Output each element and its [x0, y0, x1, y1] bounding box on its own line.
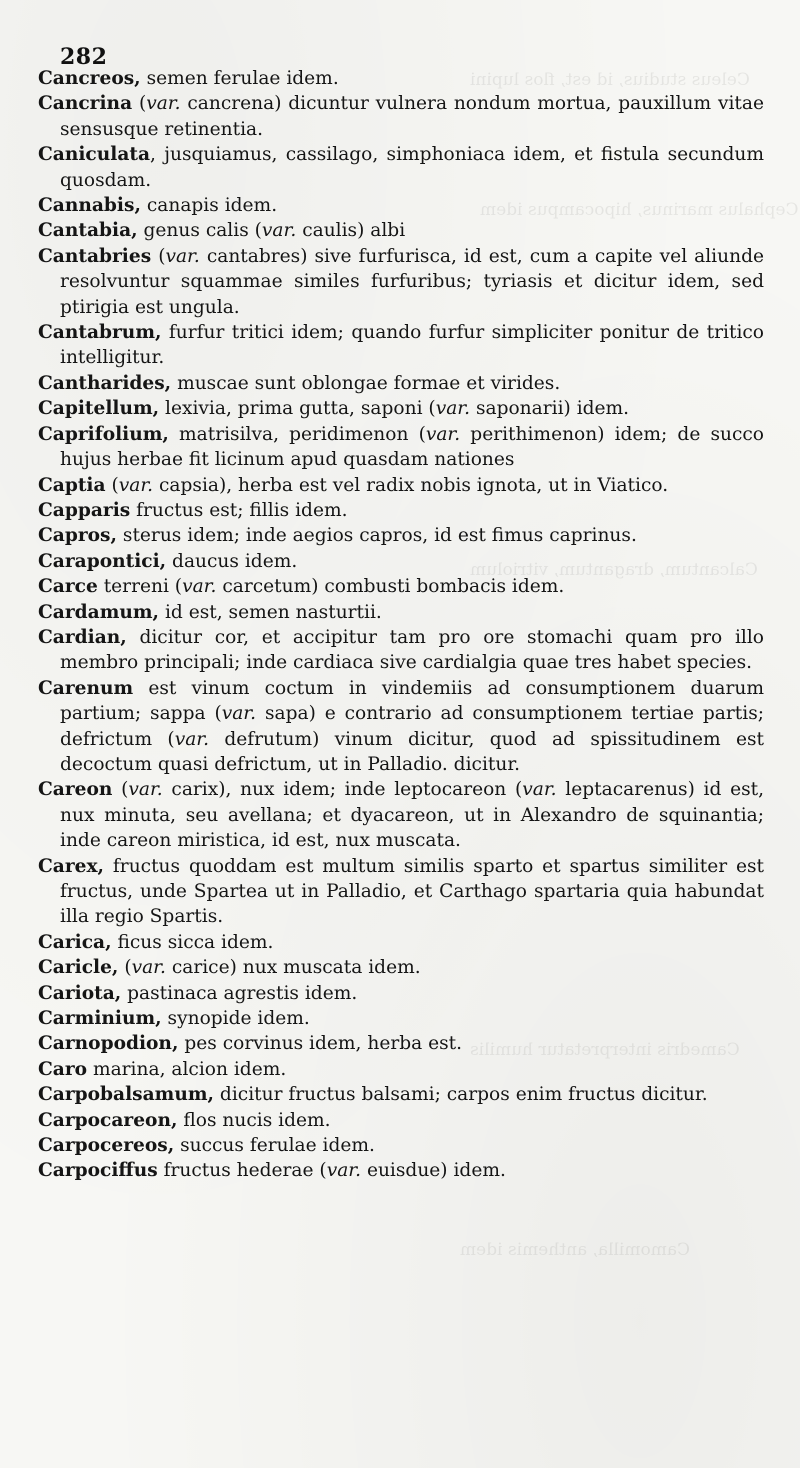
entry-text: carcetum) combusti bombacis idem.: [216, 576, 565, 598]
entry-text: succus ferulae idem.: [174, 1135, 375, 1157]
entry-headword: Carenum: [38, 677, 134, 699]
dictionary-entry: [38, 193, 764, 218]
dictionary-entry: [38, 930, 764, 955]
dictionary-entry: [38, 422, 764, 473]
dictionary-entry: [38, 1057, 764, 1082]
dictionary-entry: [38, 244, 764, 320]
dictionary-entry: [38, 371, 764, 396]
entry-headword: Cancreos,: [38, 68, 141, 89]
dictionary-entry: [38, 1082, 764, 1107]
dictionary-entry: [38, 1031, 764, 1056]
entry-headword: Carce: [38, 576, 98, 598]
entry-text: est vinum coctum in vindemiis ad consumptionem duarum partium; sappa (: [60, 677, 764, 725]
entry-text: saponarii) idem.: [470, 398, 630, 420]
variant-marker: var.: [326, 1160, 362, 1182]
entry-text: daucus idem.: [166, 550, 298, 572]
variant-marker: var.: [425, 423, 461, 445]
entry-headword: Carica,: [38, 931, 112, 953]
entry-text: dicitur fructus balsami; carpos enim fructus dicitur.: [214, 1084, 708, 1106]
entry-headword: Caricle,: [38, 957, 119, 979]
entry-text: fructus hederae (: [157, 1160, 327, 1182]
entry-text: matrisilva, peridimenon (: [168, 423, 426, 445]
entry-text: leptacarenus) id est, nux minuta, seu avellana; et dyacareon, ut in Alexandro de squinantia; inde careon miristica, id est, nux muscata.: [60, 779, 765, 852]
dictionary-entry: [38, 1158, 764, 1183]
entry-text: sterus idem; inde aegios capros, id est fimus caprinus.: [117, 525, 637, 547]
entry-headword: Cantabrum,: [38, 322, 162, 344]
dictionary-entry: [38, 777, 764, 853]
entry-text: cantabres) sive furfurisca, id est, cum a capite vel aliunde resolvuntur squammae similes furfuribus; tyriasis et dicitur idem, sed ptirigia est ungula.: [60, 245, 764, 318]
entry-text: cancrena) dicuntur vulnera nondum mortua, pauxillum vitae sensusque retinentia.: [60, 93, 764, 140]
dictionary-entry: [38, 1133, 764, 1158]
entry-headword: Captia: [38, 474, 106, 496]
entry-text: terreni (: [97, 576, 183, 598]
dictionary-entry: [38, 91, 764, 142]
entry-text: (: [151, 245, 166, 267]
variant-marker: var.: [165, 245, 200, 267]
show-through-decoration: Calcantum, dragantum, vitriolum: [470, 560, 758, 580]
entry-text: marina, alcion idem.: [87, 1058, 287, 1080]
variant-marker: var.: [182, 576, 217, 598]
entry-headword: Capparis: [38, 499, 131, 521]
entry-headword: Carpociffus: [38, 1160, 158, 1182]
dictionary-entry: [38, 854, 764, 930]
entry-text: (: [132, 93, 147, 115]
entry-headword: Cannabis,: [38, 195, 141, 217]
entry-headword: Carex,: [38, 855, 105, 877]
variant-marker: var.: [435, 398, 471, 420]
dictionary-entries: [38, 66, 764, 1184]
dictionary-entry: [38, 676, 764, 778]
dictionary-entry: [38, 396, 764, 421]
show-through-decoration: Camedris interpretatur humilis: [470, 1040, 740, 1060]
entry-text: (: [118, 957, 132, 979]
variant-marker: var.: [146, 93, 181, 115]
entry-headword: Cantharides,: [38, 372, 172, 394]
show-through-decoration: Camomilla, anthemis idem: [460, 1240, 690, 1260]
entry-headword: Carpocereos,: [38, 1135, 175, 1157]
entry-text: carix), nux idem; inde leptocareon (: [162, 779, 523, 801]
show-through-decoration: Celeus studius, id est, flos lupini: [470, 70, 750, 90]
entry-text: pastinaca agrestis idem.: [121, 982, 358, 1004]
entry-text: (: [105, 474, 119, 496]
entry-text: euisdue) idem.: [361, 1160, 506, 1182]
entry-text: (: [112, 779, 129, 801]
entry-text: id est, semen nasturtii.: [159, 601, 382, 623]
entry-text: capsia), herba est vel radix nobis ignota, ut in Viatico.: [153, 474, 669, 496]
dictionary-entry: [38, 955, 764, 980]
entry-text: ficus sicca idem.: [111, 931, 274, 953]
entry-headword: Caniculata: [38, 144, 151, 166]
entry-headword: Carpocareon,: [38, 1109, 178, 1131]
dictionary-entry: [38, 523, 764, 548]
dictionary-entry: [38, 473, 764, 498]
entry-text: dicitur cor, et accipitur tam pro ore stomachi quam pro illo membro principali; inde cardiaca sive cardialgia quae tres habet species.: [60, 626, 764, 674]
dictionary-entry: [38, 981, 764, 1006]
variant-marker: var.: [221, 703, 257, 725]
entry-text: furfur tritici idem; quando furfur simpliciter ponitur de tritico intelligitur.: [60, 322, 764, 369]
entry-headword: Carapontici,: [38, 550, 167, 572]
entry-text: flos nucis idem.: [177, 1109, 331, 1131]
entry-headword: Caro: [38, 1058, 88, 1080]
variant-marker: var.: [261, 220, 297, 242]
entry-headword: Cantabries: [38, 245, 152, 267]
variant-marker: var.: [174, 728, 210, 750]
entry-text: synopide idem.: [161, 1008, 310, 1030]
entry-text: caulis) albi: [296, 220, 406, 242]
entry-headword: Cantabia,: [38, 220, 138, 242]
dictionary-entry: [38, 600, 764, 625]
dictionary-entry: [38, 625, 764, 676]
entry-text: genus calis (: [137, 220, 262, 242]
entry-headword: Careon: [38, 779, 113, 801]
entry-headword: Cardian,: [38, 626, 127, 648]
entry-headword: Carpobalsamum,: [38, 1084, 215, 1106]
entry-headword: Carminium,: [38, 1008, 162, 1030]
variant-marker: var.: [118, 474, 154, 496]
entry-text: , jusquiamus, cassilago, simphoniaca idem, et fistula secundum quosdam.: [60, 144, 764, 191]
entry-text: defrutum) vinum dicitur, quod ad spissitudinem est decoctum quasi defrictum, ut in Palladio. dicitur.: [60, 728, 764, 775]
entry-text: carice) nux muscata idem.: [165, 957, 421, 979]
dictionary-entry: [38, 142, 764, 193]
page-number: 282: [60, 44, 108, 70]
entry-headword: Cariota,: [38, 982, 122, 1004]
entry-headword: Capitellum,: [38, 398, 160, 420]
entry-text: sapa) e contrario ad consumptionem tertiae partis; defrictum (: [60, 703, 765, 750]
dictionary-entry: [38, 574, 764, 599]
variant-marker: var.: [128, 779, 163, 801]
entry-headword: Caprifolium,: [38, 423, 169, 445]
entry-text: fructus quoddam est multum similis sparto et spartus similiter est fructus, unde Spartea ut in Palladio, et Carthago spartaria quia habundat illa regio Spartis.: [60, 855, 764, 928]
entry-headword: Cancrina: [38, 93, 133, 115]
entry-text: fructus est; fillis idem.: [130, 499, 348, 521]
dictionary-entry: [38, 498, 764, 523]
variant-marker: var.: [131, 957, 166, 979]
show-through-decoration: Cephalus marinus, hipocampus idem: [480, 200, 799, 220]
dictionary-entry: [38, 66, 764, 91]
entry-headword: Capros,: [38, 525, 117, 547]
entry-text: semen ferulae idem.: [140, 68, 339, 89]
entry-text: lexivia, prima gutta, saponi (: [159, 398, 436, 420]
dictionary-entry: [38, 320, 764, 371]
dictionary-entry: [38, 1108, 764, 1133]
dictionary-entry: [38, 218, 764, 243]
dictionary-entry: [38, 549, 764, 574]
entry-text: muscae sunt oblongae formae et virides.: [171, 372, 561, 394]
entry-text: canapis idem.: [140, 195, 278, 217]
variant-marker: var.: [522, 779, 557, 801]
entry-headword: Cardamum,: [38, 601, 160, 623]
dictionary-entry: [38, 1006, 764, 1031]
entry-text: perithimenon) idem; de succo hujus herbae fit licinum apud quasdam nationes: [60, 423, 764, 471]
entry-headword: Carnopodion,: [38, 1033, 179, 1055]
entry-text: pes corvinus idem, herba est.: [178, 1033, 463, 1055]
